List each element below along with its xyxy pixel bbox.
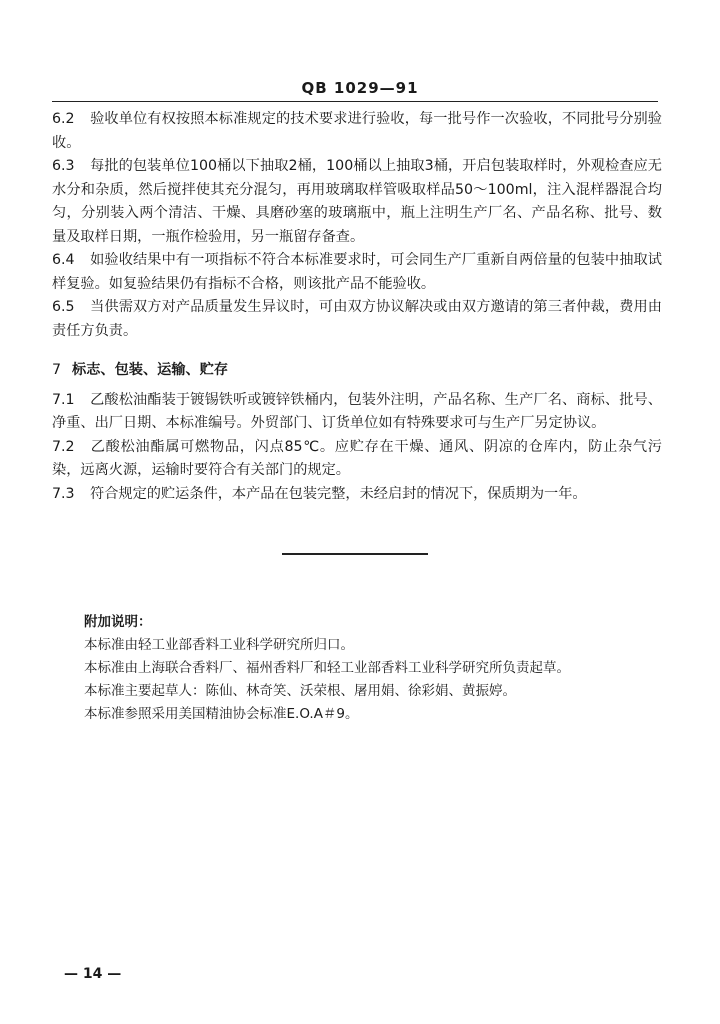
- section-7-heading: [52, 359, 662, 383]
- clause-7-1: [52, 389, 662, 436]
- notes-title: 附加说明：: [84, 614, 152, 630]
- clause-text: 符合规定的贮运条件，本产品在包装完整，未经启封的情况下，保质期为一年。: [90, 485, 587, 502]
- notes-line: 本标准主要起草人：陈仙、林奇笑、沃荣根、屠用娟、徐彩娟、黄振婷。: [84, 683, 516, 699]
- clause-7-2: [52, 436, 662, 483]
- clause-7-3: [52, 483, 662, 507]
- additional-notes: [84, 611, 664, 726]
- clause-6-5: [52, 296, 662, 343]
- clause-number: 7.2: [52, 438, 75, 455]
- notes-line: 本标准参照采用美国精油协会标准E.O.A＃9。: [84, 706, 359, 722]
- clause-6-4: [52, 249, 662, 296]
- clause-number: 7.1: [52, 391, 75, 408]
- end-of-text-rule: [282, 553, 428, 555]
- clause-number: 6.2: [52, 111, 75, 127]
- clause-text: 验收单位有权按照本标准规定的技术要求进行验收，每一批号作一次验收，不同批号分别验收。: [52, 111, 662, 151]
- document-body: [52, 108, 662, 506]
- notes-line: 本标准由上海联合香料厂、福州香料厂和轻工业部香料工业科学研究所负责起草。: [84, 660, 570, 676]
- notes-line: 本标准由轻工业部香料工业科学研究所归口。: [84, 637, 354, 653]
- clause-number: 6.3: [52, 158, 75, 174]
- header-rule: [52, 101, 658, 102]
- clause-text: 每批的包装单位100桶以下抽取2桶，100桶以上抽取3桶，开启包装取样时，外观检查应无水分和杂质，然后搅拌使其充分混匀，再用玻璃取样管吸取样品50～100ml，注入混样器混合均匀，分别装入两个清洁、干燥、具磨砂塞的玻璃瓶中，瓶上注明生产厂名、产品名称、批号、数量及取样日期，一瓶作检验用，另一瓶留存备查。: [52, 158, 662, 245]
- clause-6-3: [52, 155, 662, 249]
- page-number: — 14 —: [64, 966, 122, 982]
- clause-6-2: [52, 108, 662, 155]
- section-number: 7: [52, 362, 62, 378]
- clause-text: 如验收结果中有一项指标不符合本标准要求时，可会同生产厂重新自两倍量的包装中抽取试样复验。如复验结果仍有指标不合格，则该批产品不能验收。: [52, 252, 662, 292]
- clause-number: 6.5: [52, 299, 75, 315]
- section-title: 标志、包装、运输、贮存: [72, 362, 229, 378]
- clause-text: 乙酸松油酯属可燃物品，闪点85℃。应贮存在干燥、通风、阴凉的仓库内，防止杂气污染，远离火源，运输时要符合有关部门的规定。: [52, 438, 662, 478]
- standard-code: QB 1029—91: [301, 79, 419, 97]
- clause-text: 乙酸松油酯装于镀锡铁听或镀锌铁桶内，包装外注明，产品名称、生产厂名、商标、批号、净重、出厂日期、本标准编号。外贸部门、订货单位如有特殊要求可与生产厂另定协议。: [52, 391, 662, 431]
- clause-text: 当供需双方对产品质量发生异议时，可由双方协议解决或由双方邀请的第三者仲裁，费用由责任方负责。: [52, 299, 662, 339]
- clause-number: 6.4: [52, 252, 75, 268]
- clause-number: 7.3: [52, 485, 75, 502]
